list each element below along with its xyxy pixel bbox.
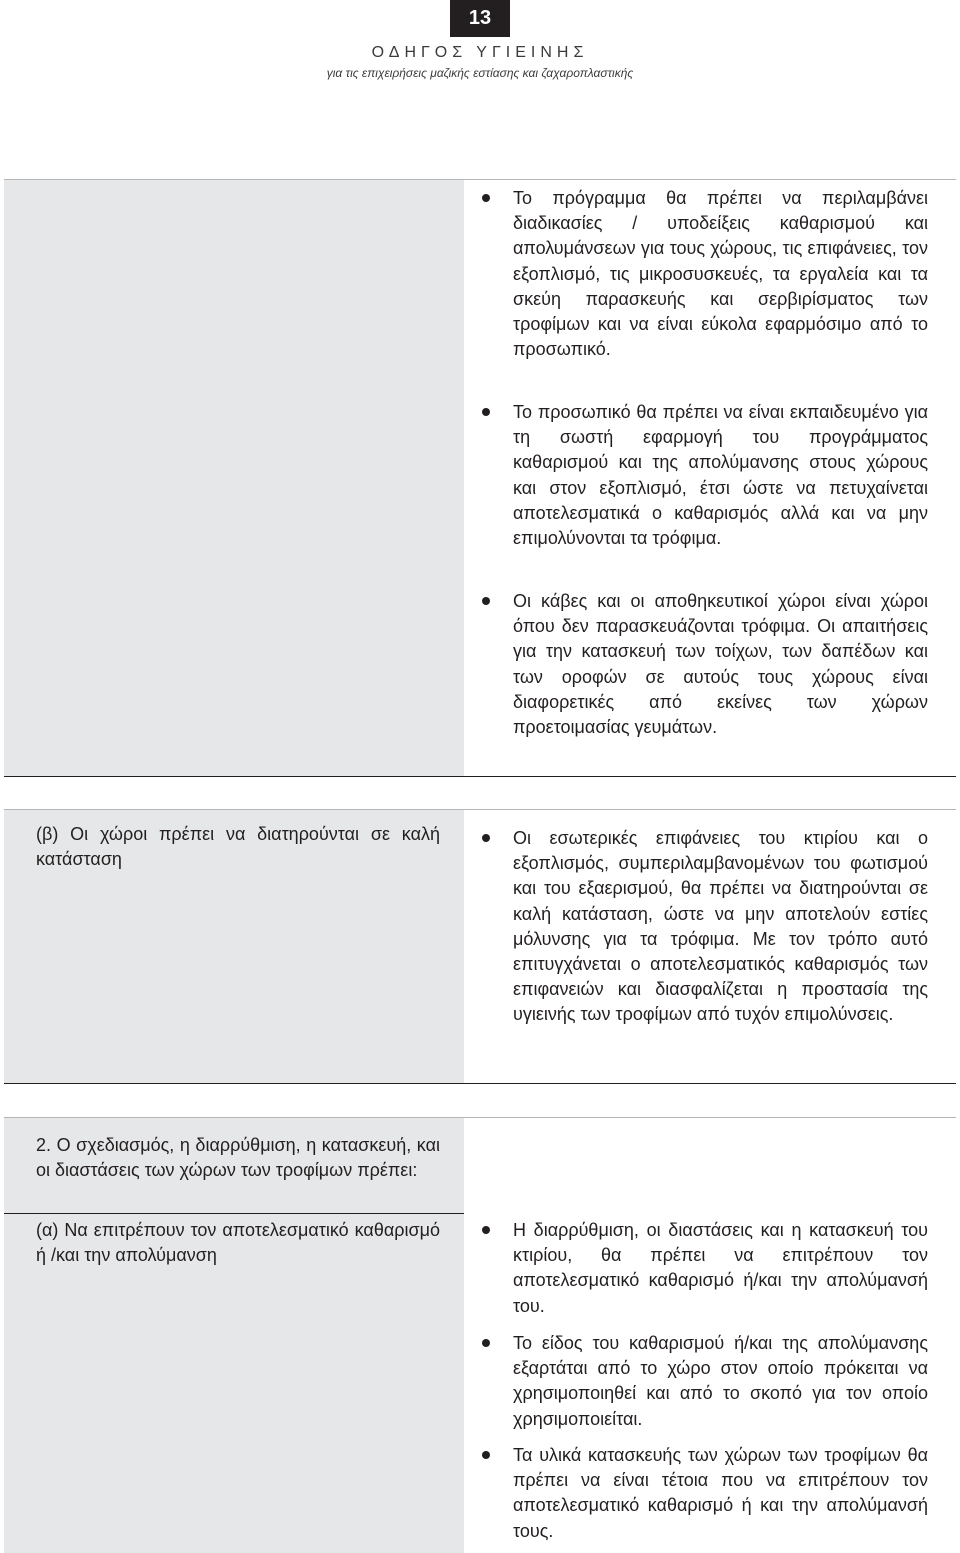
section3-left-text: (α) Να επιτρέπουν τον αποτελεσματικό καθαρισμό ή /και την απολύμανση bbox=[36, 1220, 440, 1266]
document-subtitle: για τις επιχειρήσεις μαζικής εστίασης και ζαχαροπλαστικής bbox=[326, 66, 634, 80]
bullet-icon bbox=[482, 1339, 490, 1347]
bullet-text: Το προσωπικό θα πρέπει να είναι εκπαιδευμένο για τη σωστή εφαρμογή του προγράμματος καθαρισμού και της απολύμανσης στους χώρους και στον εξοπλισμό, έτσι ώστε να πετυχαίνεται αποτελεσματικά ο καθαρισμός αλλά και να μην επιμολύνονται τα τρόφιμα. bbox=[513, 402, 928, 549]
section2-top-rule bbox=[4, 809, 956, 810]
bullet-text: Το είδος του καθαρισμού ή/και της απολύμανσης εξαρτάται από το χώρο στον οποίο πρόκειται να χρησιμοποιηθεί και από το σκοπό για τον οποίο χρησιμοποιείται. bbox=[513, 1333, 928, 1429]
list-item bbox=[482, 826, 928, 1028]
section2-left-text: (β) Οι χώροι πρέπει να διατηρούνται σε καλή κατάσταση bbox=[36, 824, 440, 870]
list-item bbox=[482, 186, 928, 362]
document-title: ΟΔΗΓΟΣ ΥΓΙΕΙΝΗΣ bbox=[371, 44, 589, 61]
bullet-icon bbox=[482, 194, 490, 202]
bullet-text: Τα υλικά κατασκευής των χώρων των τροφίμων θα πρέπει να είναι τέτοια που να επιτρέπουν τον αποτελεσματικό καθαρισμό ή και την απολύμανσή τους. bbox=[513, 1445, 928, 1541]
list-item bbox=[482, 1443, 928, 1544]
bullet-icon bbox=[482, 834, 490, 842]
bullet-text: Το πρόγραμμα θα πρέπει να περιλαμβάνει διαδικασίες / υποδείξεις καθαρισμού και απολυμάνσεων για τους χώρους, τις επιφάνειες, τον εξοπλισμό, τις μικροσυσκευές, τα εργαλεία και τα σκεύη παρασκευής και σερβιρίσματος των τροφίμων και να είναι εύκολα εφαρμόσιμο από το προσωπικό. bbox=[513, 188, 928, 360]
list-item bbox=[482, 400, 928, 551]
section1-top-rule bbox=[4, 179, 956, 180]
bullet-text: Η διαρρύθμιση, οι διαστάσεις και η κατασκευή του κτιρίου, θα πρέπει να επιτρέπουν τον αποτελεσματικό καθαρισμό ή/και την απολύμανσή του. bbox=[513, 1220, 928, 1316]
bullet-icon bbox=[482, 408, 490, 416]
section1-bottom-rule bbox=[4, 776, 956, 777]
page-number: 13 bbox=[450, 0, 510, 37]
list-item bbox=[482, 1331, 928, 1432]
section2-bottom-rule bbox=[4, 1083, 956, 1084]
section3-heading-rule bbox=[4, 1213, 464, 1214]
bullet-text: Οι κάβες και οι αποθηκευτικοί χώροι είναι χώροι όπου δεν παρασκευάζονται τρόφιμα. Οι απαιτήσεις για την κατασκευή των τοίχων, των δαπέδων και των οροφών σε αυτούς τους χώρους είναι διαφορετικές από εκείνες των χώρων προετοιμασίας γευμάτων. bbox=[513, 591, 928, 738]
bullet-icon bbox=[482, 1226, 490, 1234]
list-item bbox=[482, 1218, 928, 1319]
bullet-icon bbox=[482, 1451, 490, 1459]
section1-left-panel bbox=[4, 180, 464, 776]
list-item bbox=[482, 589, 928, 740]
bullet-text: Οι εσωτερικές επιφάνειες του κτιρίου και ο εξοπλισμός, συμπεριλαμβανομένων του φωτισμού και του εξαερισμού, θα πρέπει να διατηρούνται σε καλή κατάσταση, ώστε να μην αποτελούν εστίες μόλυνσης για τα τρόφιμα. Με τον τρόπο αυτό επιτυγχάνεται ο αποτελεσματικός καθαρισμός των επιφανειών και διασφαλίζεται η προστασία της υγιεινής των τροφίμων από τυχόν επιμολύνσεις. bbox=[513, 828, 928, 1025]
section3-heading: 2. Ο σχεδιασμός, η διαρρύθμιση, η κατασκευή, και οι διαστάσεις των χώρων των τροφίμων πρέπει: bbox=[36, 1135, 440, 1181]
bullet-icon bbox=[482, 597, 490, 605]
section3-top-rule bbox=[4, 1117, 956, 1118]
